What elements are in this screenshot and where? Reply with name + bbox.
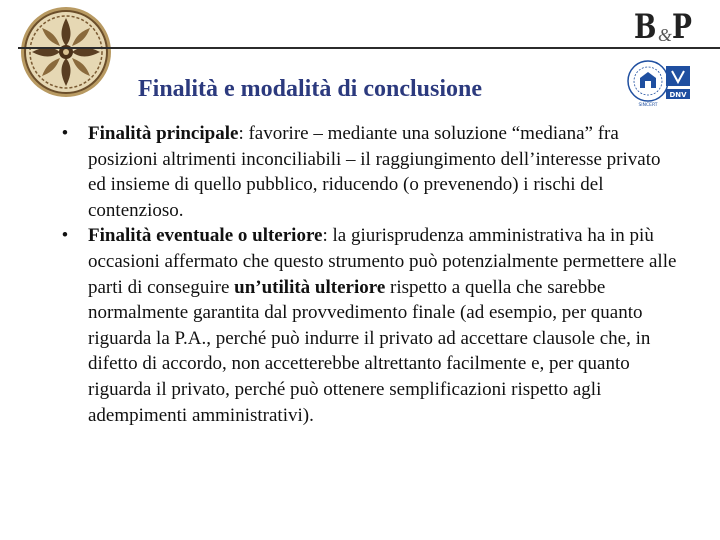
bullet-emphasis: un’utilità ulteriore — [234, 276, 386, 298]
list-item — [58, 121, 678, 223]
svg-text:SINCERT: SINCERT — [638, 103, 658, 108]
header-rule — [18, 47, 720, 49]
bullet-body: rispetto a quella che sarebbe normalmente garantita dal provvedimento finale (ad esempio, per quanto riguarda la P.A., perché può indurre il privato ad accettare clausole che, in difetto di accordo, non accetterebbe altrettanto facilmente e, per quanto riguarda il privato, perché può ottenere semplificazioni rispetto agli adempimenti amministrativi). — [88, 276, 651, 426]
bullet-body: : la giurisprudenza amministrativa ha in più occasioni affermato che questo strumento può potenzialmente permettere alle parti di conseguire — [88, 225, 677, 298]
bullet-list — [58, 121, 678, 428]
bullet-icon: • — [61, 225, 69, 247]
svg-text:DNV: DNV — [669, 91, 687, 99]
bp-logo: B & P — [634, 7, 692, 47]
slide-title: Finalità e modalità di conclusione — [138, 76, 483, 102]
bullet-icon: • — [61, 123, 69, 144]
quality-certification-seal-icon — [626, 52, 694, 110]
list-item — [58, 223, 678, 428]
bullet-lead: Finalità principale — [88, 123, 239, 144]
ornament-roundel-icon — [20, 6, 112, 98]
bullet-body: : favorire – mediante una soluzione “mediana” fra posizioni altrimenti inconciliabili – il raggiungimento dell’interesse privato ed insieme di quello pubblico, riducendo (o prevenendo) i rischi del contenzioso. — [88, 123, 661, 221]
bullet-lead: Finalità eventuale o ulteriore — [88, 225, 323, 247]
